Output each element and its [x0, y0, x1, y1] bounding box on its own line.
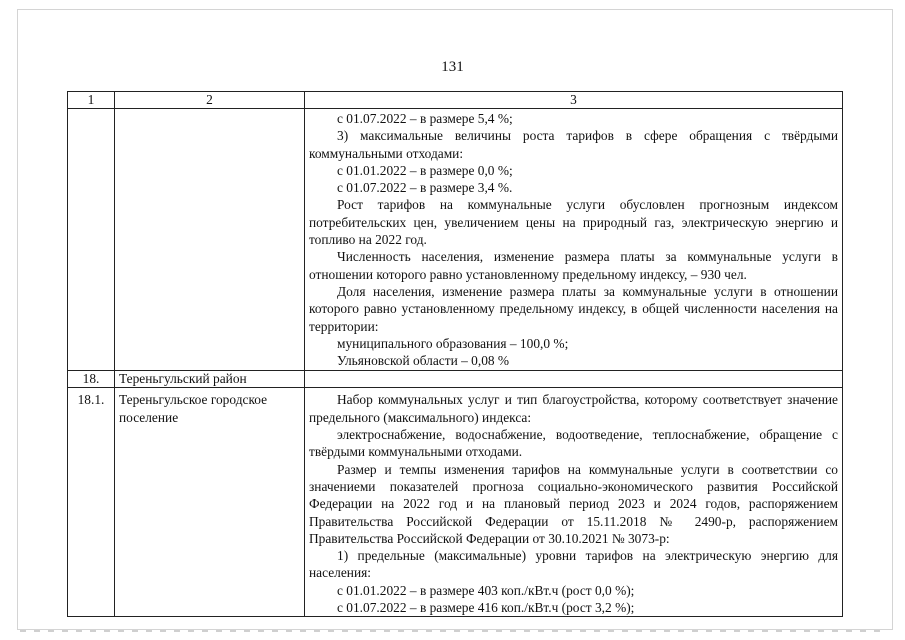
header-col-3: 3 — [305, 92, 843, 109]
paragraph: Размер и темпы изменения тарифов на коммунальные услуги в соответствии со значениеми показателей прогноза социально-экономического развития Российской Федерации на 2022 год и на плановый период 2023 и 2024 годов, распоряжением Правительства Российской Федерации от 15.11.2018 № 2490-р, распоряжением Правительства Российской Федерации от 30.10.2021 № 3073-р: — [309, 461, 838, 546]
paragraph: с 01.01.2022 – в размере 403 коп./кВт.ч (рост 0,0 %); — [337, 582, 635, 598]
page-number: 131 — [441, 59, 464, 75]
row-number: 18.1. — [68, 388, 115, 617]
paragraph: с 01.01.2022 – в размере 0,0 %; — [337, 162, 513, 178]
table-row — [68, 109, 843, 371]
regions-table — [67, 91, 843, 617]
scan-edge-noise — [20, 630, 885, 632]
paragraph: Рост тарифов на коммунальные услуги обусловлен прогнозным индексом потребительских цен, увеличением цены на природный газ, электрическую энергию и топливо на 2022 год. — [309, 197, 838, 248]
row-number: 18. — [68, 371, 115, 388]
paragraph: с 01.07.2022 – в размере 3,4 %. — [337, 180, 513, 196]
row-municipality — [115, 109, 305, 371]
paragraph: Набор коммунальных услуг и тип благоустройства, которому соответствует значение предельного (максимального) индекса: — [309, 392, 838, 425]
paragraph: Численность населения, изменение размера платы за коммунальные услуги в отношении которого равно установленному предельному индексу, – 930 чел. — [309, 249, 838, 282]
paragraph: 1) предельные (максимальные) уровни тарифов на электрическую энергию для населения: — [309, 548, 838, 581]
paragraph: с 01.07.2022 – в размере 416 коп./кВт.ч (рост 3,2 %); — [337, 600, 635, 616]
paragraph: электроснабжение, водоснабжение, водоотведение, теплоснабжение, обращение с твёрдыми коммунальными отходами. — [309, 427, 838, 460]
row-content — [305, 388, 843, 617]
table-row — [68, 388, 843, 617]
paragraph: с 01.07.2022 – в размере 5,4 %; — [337, 111, 513, 126]
row-content — [305, 371, 843, 388]
table-row — [68, 371, 843, 388]
row-municipality: Тереньгульский район — [115, 371, 305, 388]
paragraph: Доля населения, изменение размера платы за коммунальные услуги в отношении которого равно установленному предельному индексу, в общей численности населения на территории: — [309, 283, 838, 334]
paragraph: 3) максимальные величины роста тарифов в сфере обращения с твёрдыми коммунальными отходами: — [309, 128, 838, 161]
row-content — [305, 109, 843, 371]
paragraph: Ульяновской области – 0,08 % — [337, 353, 510, 369]
paragraph: муниципального образования – 100,0 %; — [337, 335, 569, 351]
row-number — [68, 109, 115, 371]
row-municipality: Тереньгульское городское поселение — [115, 388, 305, 617]
table-header-row — [68, 92, 843, 109]
header-col-2: 2 — [115, 92, 305, 109]
header-col-1: 1 — [68, 92, 115, 109]
